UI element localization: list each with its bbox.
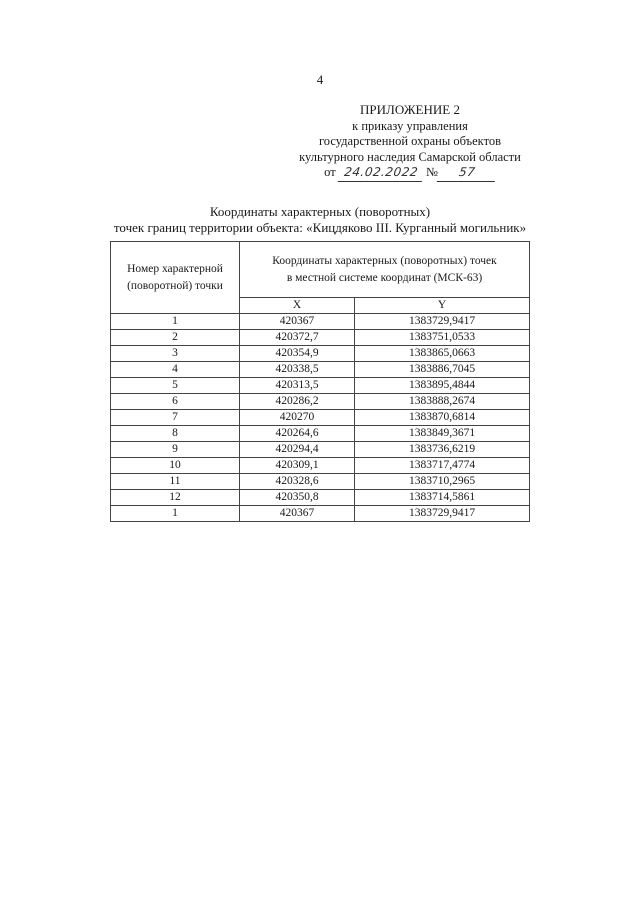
cell-y: 1383865,0663 [355, 346, 530, 362]
cell-point-number: 11 [111, 474, 240, 490]
document-title [60, 204, 580, 236]
table-row [111, 346, 530, 362]
cell-y: 1383888,2674 [355, 394, 530, 410]
cell-y: 1383849,3671 [355, 426, 530, 442]
cell-x: 420350,8 [240, 490, 355, 506]
cell-point-number: 2 [111, 330, 240, 346]
appendix-title: ПРИЛОЖЕНИЕ 2 [360, 102, 460, 117]
cell-y: 1383736,6219 [355, 442, 530, 458]
cell-point-number: 7 [111, 410, 240, 426]
document-title-line-1: Координаты характерных (поворотных) [209, 204, 431, 219]
number-prefix: № [425, 165, 438, 179]
table-row [111, 474, 530, 490]
table-row [111, 378, 530, 394]
table-row [111, 426, 530, 442]
cell-x: 420367 [240, 506, 355, 522]
cell-y: 1383714,5861 [355, 490, 530, 506]
cell-x: 420294,4 [240, 442, 355, 458]
cell-point-number: 10 [111, 458, 240, 474]
cell-point-number: 5 [111, 378, 240, 394]
coordinates-table-body [111, 314, 530, 522]
appendix-line-3: культурного наследия Самарской области [299, 149, 521, 164]
header-x: X [240, 298, 355, 314]
cell-point-number: 4 [111, 362, 240, 378]
appendix-line-1: к приказу управления [352, 118, 468, 133]
date-prefix: от [324, 165, 336, 179]
cell-x: 420338,5 [240, 362, 355, 378]
cell-x: 420309,1 [240, 458, 355, 474]
cell-x: 420264,6 [240, 426, 355, 442]
table-row [111, 410, 530, 426]
cell-y: 1383870,6814 [355, 410, 530, 426]
order-date-handwritten: 24.02.2022 [338, 165, 424, 182]
table-row [111, 490, 530, 506]
table-row [111, 442, 530, 458]
cell-point-number: 8 [111, 426, 240, 442]
page-number: 4 [316, 72, 324, 87]
cell-x: 420372,7 [240, 330, 355, 346]
cell-y: 1383717,4774 [355, 458, 530, 474]
header-point-number: Номер характерной (поворотной) точки [111, 242, 240, 314]
cell-y: 1383751,0533 [355, 330, 530, 346]
appendix-header [250, 102, 570, 182]
table-row [111, 314, 530, 330]
cell-x: 420328,6 [240, 474, 355, 490]
table-row [111, 330, 530, 346]
cell-y: 1383729,9417 [355, 314, 530, 330]
cell-x: 420354,9 [240, 346, 355, 362]
cell-y: 1383886,7045 [355, 362, 530, 378]
coordinates-table [110, 241, 530, 522]
table-row [111, 506, 530, 522]
cell-x: 420313,5 [240, 378, 355, 394]
cell-point-number: 1 [111, 506, 240, 522]
cell-x: 420286,2 [240, 394, 355, 410]
cell-y: 1383710,2965 [355, 474, 530, 490]
order-number-handwritten: 57 [437, 165, 497, 182]
table-row [111, 394, 530, 410]
table-row [111, 458, 530, 474]
header-coordinates-line-1: Координаты характерных (поворотных) точек [272, 254, 497, 267]
cell-point-number: 6 [111, 394, 240, 410]
header-coordinates-line-2: в местной системе координат (МСК-63) [286, 271, 483, 284]
order-date-number-line [324, 165, 496, 182]
cell-point-number: 3 [111, 346, 240, 362]
header-y: Y [355, 298, 530, 314]
cell-x: 420270 [240, 410, 355, 426]
cell-point-number: 1 [111, 314, 240, 330]
cell-y: 1383729,9417 [355, 506, 530, 522]
document-title-line-2: точек границ территории объекта: «Кицдяково III. Курганный могильник» [113, 220, 527, 235]
header-coordinates [240, 242, 530, 298]
cell-point-number: 12 [111, 490, 240, 506]
appendix-line-2: государственной охраны объектов [318, 134, 502, 148]
cell-y: 1383895,4844 [355, 378, 530, 394]
cell-x: 420367 [240, 314, 355, 330]
table-row [111, 362, 530, 378]
cell-point-number: 9 [111, 442, 240, 458]
